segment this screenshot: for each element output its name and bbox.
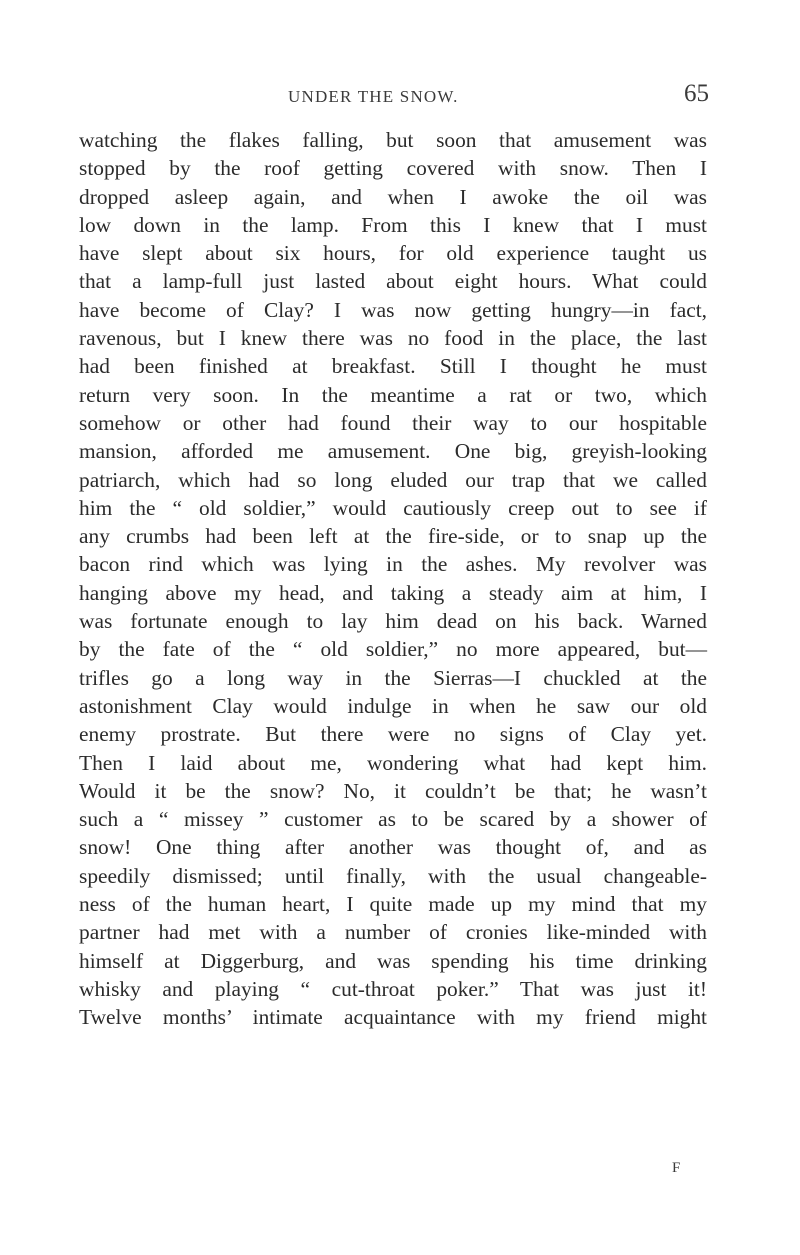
text-line: astonishment Clay would indulge in when he saw our old [79, 693, 707, 718]
text-line: that a lamp-full just lasted about eight hours. What could [79, 269, 707, 294]
text-line: low down in the lamp. From this I knew that I must [79, 212, 707, 237]
text-line: Then I laid about me, wondering what had kept him. [79, 750, 707, 775]
text-line: Twelve months’ intimate acquaintance with my friend might [79, 1005, 707, 1030]
text-line: dropped asleep again, and when I awoke the oil was [79, 184, 707, 209]
text-line: mansion, afforded me amusement. One big, greyish-looking [79, 439, 707, 464]
text-line: himself at Diggerburg, and was spending his time drinking [79, 948, 707, 973]
text-line: speedily dismissed; until finally, with the usual changeable- [79, 863, 707, 888]
text-line: any crumbs had been left at the fire-side, or to snap up the [79, 524, 707, 549]
body-text [79, 126, 707, 1032]
text-line: hanging above my head, and taking a steady aim at him, I [79, 580, 707, 605]
text-line: by the fate of the “ old soldier,” no more appeared, but— [79, 637, 707, 662]
text-line: had been finished at breakfast. Still I thought he must [79, 354, 707, 379]
text-line: Would it be the snow? No, it couldn’t be that; he wasn’t [79, 778, 707, 803]
text-line: have slept about six hours, for old experience taught us [79, 241, 707, 266]
text-line: him the “ old soldier,” would cautiously creep out to see if [79, 495, 707, 520]
page-number: 65 [684, 80, 709, 107]
text-line: such a “ missey ” customer as to be scared by a shower of [79, 807, 707, 832]
text-line: snow! One thing after another was thought of, and as [79, 835, 707, 860]
text-line: patriarch, which had so long eluded our trap that we called [79, 467, 707, 492]
text-line: stopped by the roof getting covered with snow. Then I [79, 156, 707, 181]
text-line: somehow or other had found their way to our hospitable [79, 410, 707, 435]
text-line: watching the flakes falling, but soon that amusement was [79, 128, 707, 152]
signature-mark: F [672, 1160, 681, 1176]
text-line: ravenous, but I knew there was no food in the place, the last [79, 326, 707, 351]
running-head: UNDER THE SNOW. [288, 87, 459, 106]
text-line: whisky and playing “ cut-throat poker.” That was just it! [79, 976, 707, 1001]
text-line: was fortunate enough to lay him dead on his back. Warned [79, 609, 707, 634]
text-line: trifles go a long way in the Sierras—I chuckled at the [79, 665, 707, 690]
text-line: ness of the human heart, I quite made up my mind that my [79, 892, 707, 917]
text-line: return very soon. In the meantime a rat or two, which [79, 382, 707, 407]
text-line: have become of Clay? I was now getting hungry—in fact, [79, 297, 707, 322]
text-line: bacon rind which was lying in the ashes. My revolver was [79, 552, 707, 577]
text-line: enemy prostrate. But there were no signs of Clay yet. [79, 722, 707, 747]
text-line: partner had met with a number of cronies like-minded with [79, 920, 707, 945]
